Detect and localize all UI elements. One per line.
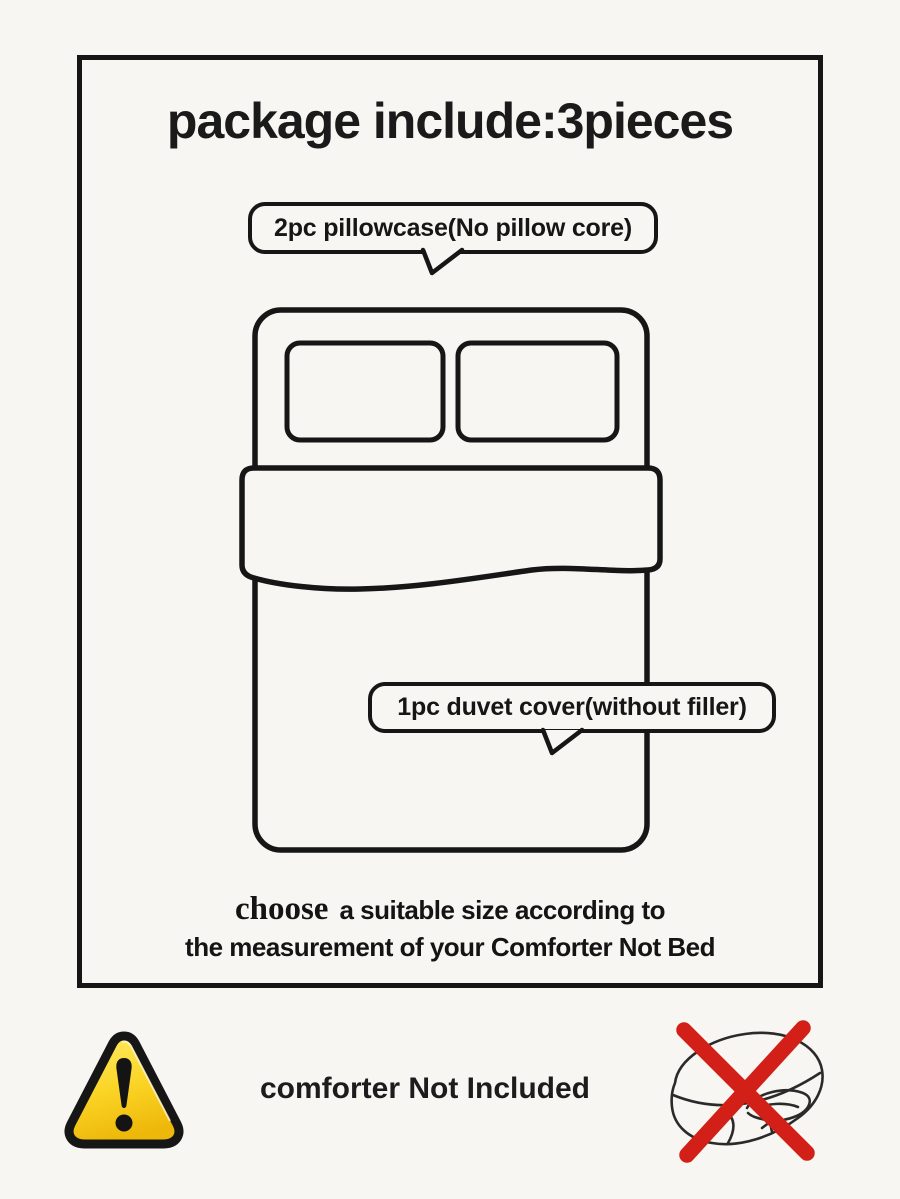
content-frame: [77, 55, 823, 988]
size-note-lead-word: choose: [234, 891, 329, 927]
size-note: [77, 893, 823, 963]
callout-tail-icon: [418, 249, 466, 279]
comforter-crossed-out-icon: [650, 1015, 840, 1165]
callout-duvet-cover: [368, 682, 776, 733]
size-note-line2: the measurement of your Comforter Not Bed: [185, 932, 715, 962]
comforter-not-included-label: comforter Not Included: [259, 1072, 590, 1105]
exclamation-dot: [116, 1115, 133, 1132]
callout-tail-icon: [538, 729, 586, 759]
callout-pillowcase-label: 2pc pillowcase(No pillow core): [274, 213, 632, 242]
callout-pillowcase: [248, 202, 658, 254]
warning-triangle-icon: [58, 1026, 190, 1158]
size-note-line1-rest: a suitable size according to: [339, 895, 666, 925]
page-title: package include:3pieces: [166, 93, 734, 149]
callout-duvet-label: 1pc duvet cover(without filler): [397, 693, 747, 721]
size-note-line1: [77, 893, 823, 931]
